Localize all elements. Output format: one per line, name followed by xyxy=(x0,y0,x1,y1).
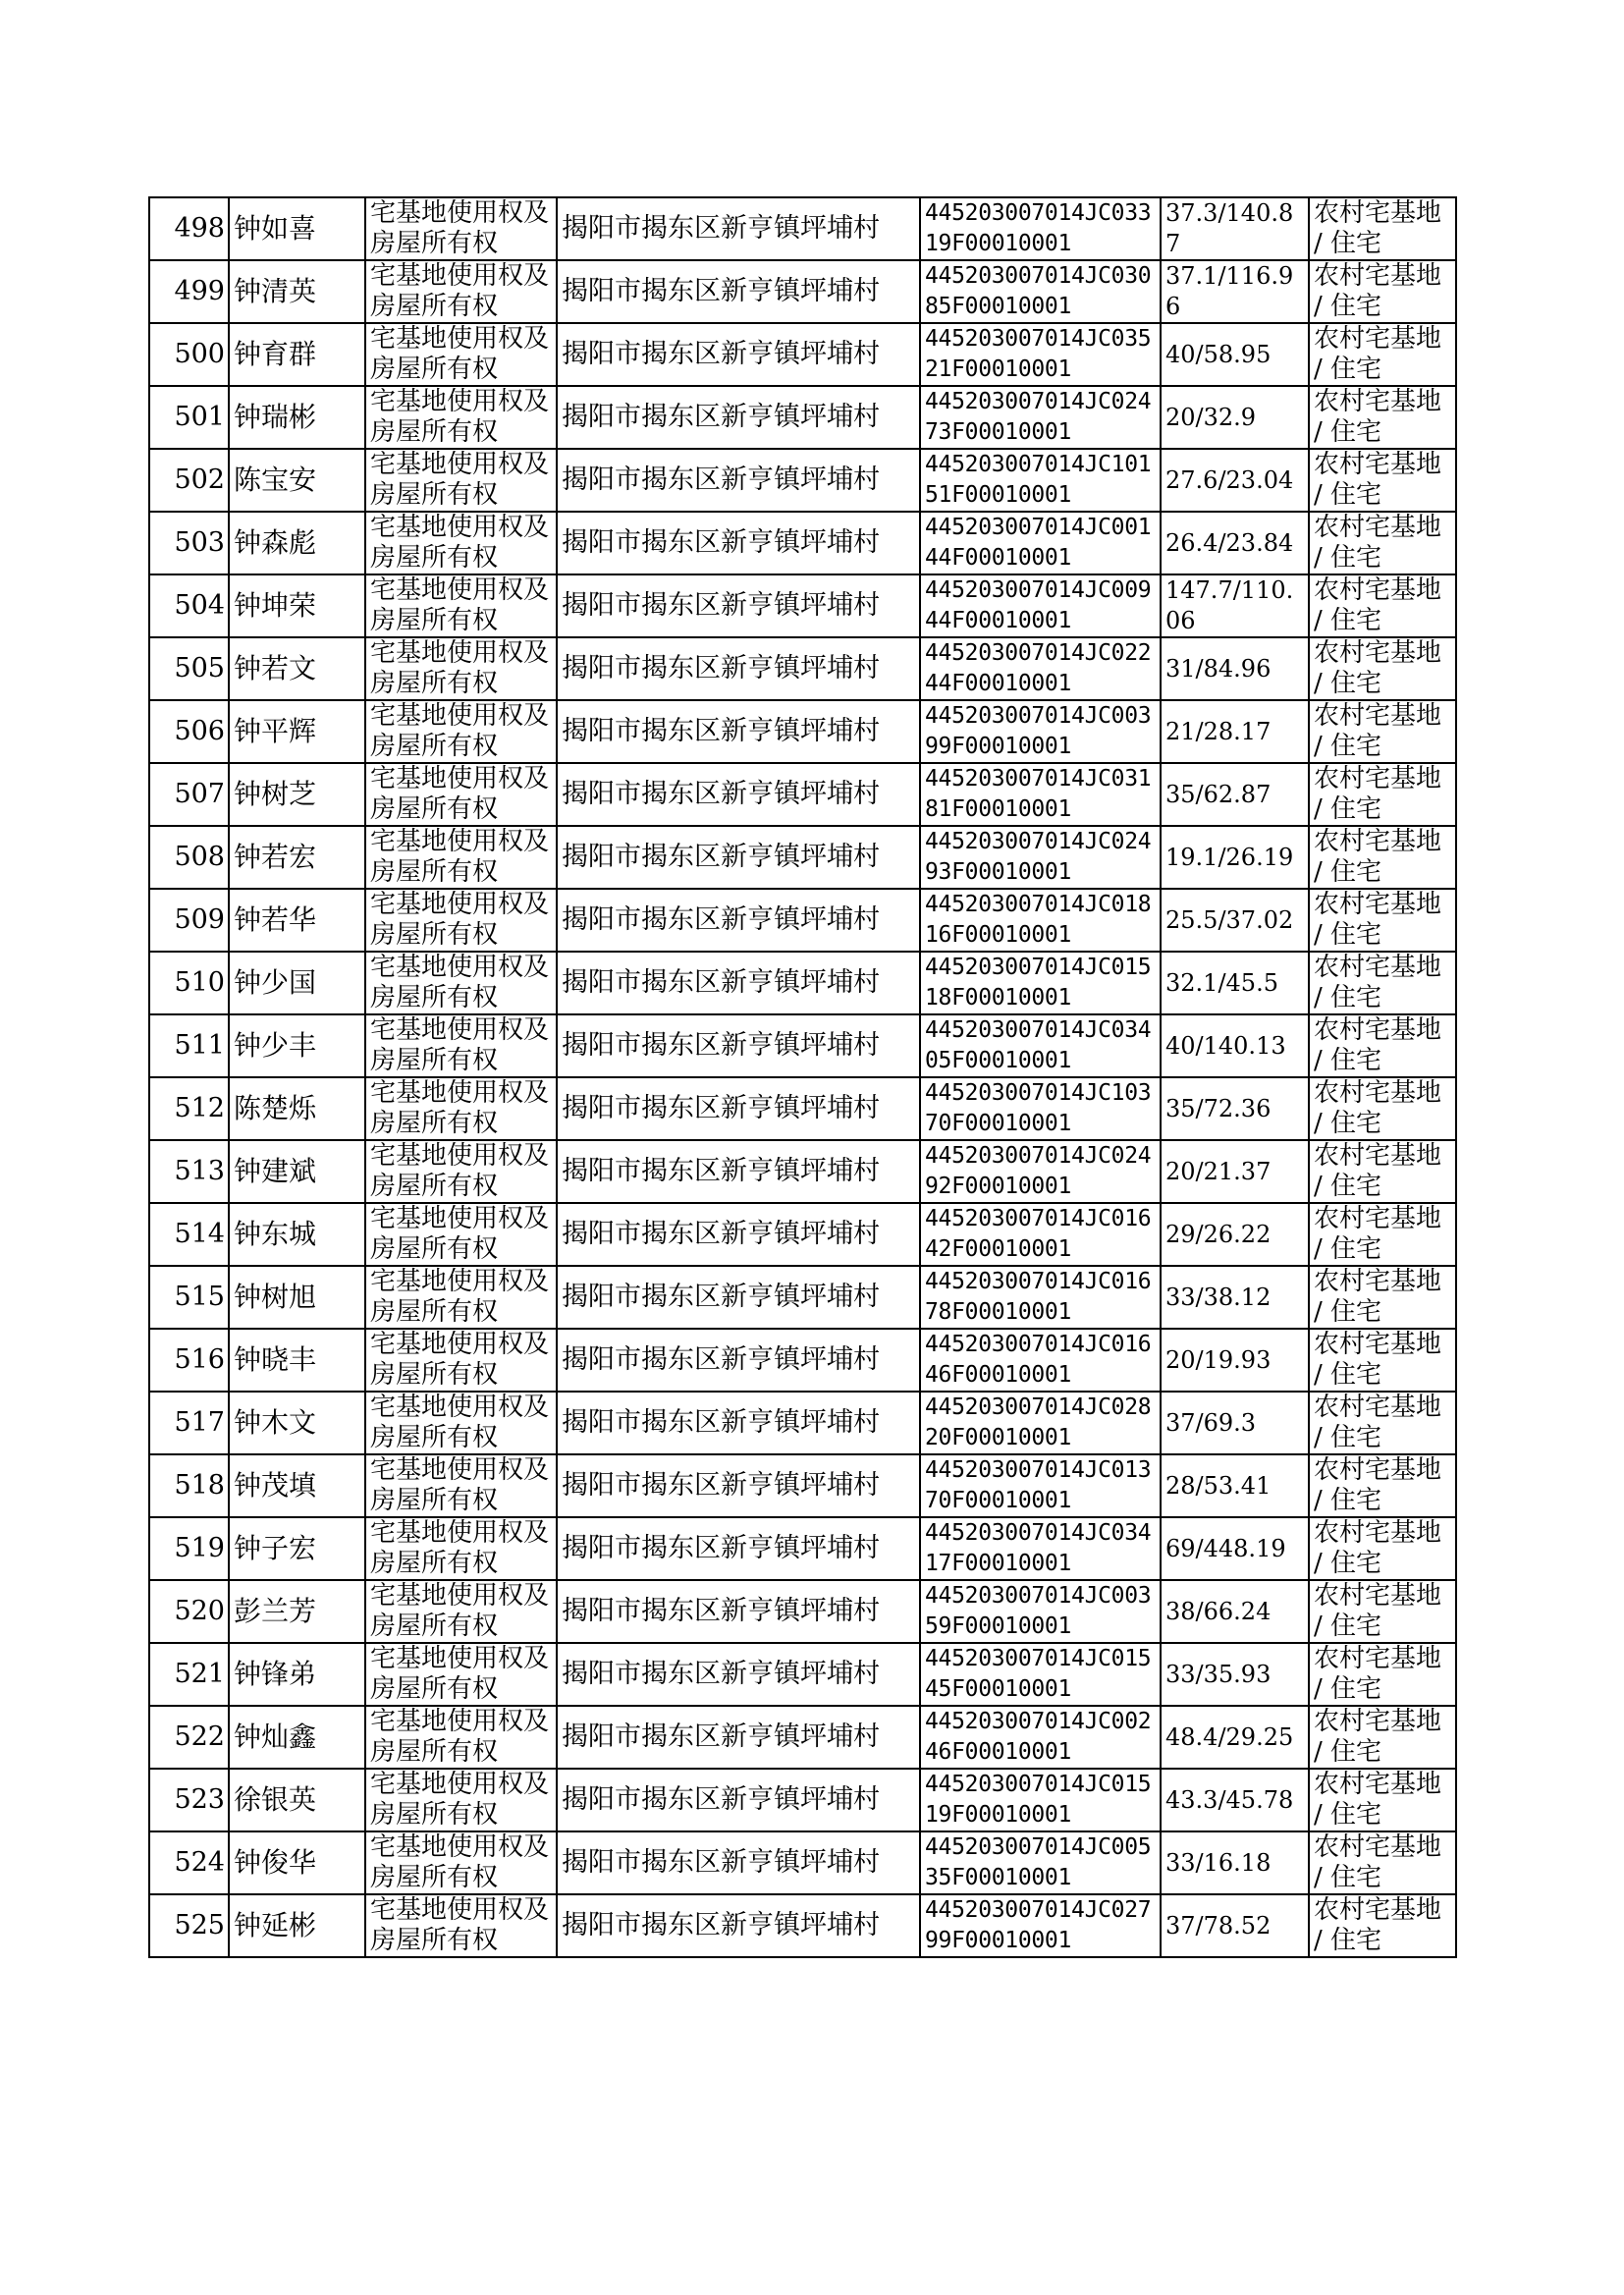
table-row xyxy=(149,574,1456,637)
location-cell: 揭阳市揭东区新亨镇坪埔村 xyxy=(557,197,920,260)
area-cell: 20/19.93 xyxy=(1161,1329,1309,1392)
location-cell: 揭阳市揭东区新亨镇坪埔村 xyxy=(557,700,920,763)
unit-code-cell: 445203007014JC10370F00010001 xyxy=(920,1077,1161,1140)
row-number-cell: 516 xyxy=(149,1329,229,1392)
owner-name-cell: 钟灿鑫 xyxy=(229,1706,365,1769)
land-use-cell: 农村宅基地 / 住宅 xyxy=(1309,1643,1456,1706)
area-cell: 28/53.41 xyxy=(1161,1454,1309,1517)
row-number-cell: 520 xyxy=(149,1580,229,1643)
table-row xyxy=(149,889,1456,952)
location-cell: 揭阳市揭东区新亨镇坪埔村 xyxy=(557,386,920,449)
owner-name-cell: 陈楚烁 xyxy=(229,1077,365,1140)
right-type-cell: 宅基地使用权及房屋所有权 xyxy=(365,952,557,1014)
area-cell: 29/26.22 xyxy=(1161,1203,1309,1266)
table-row xyxy=(149,952,1456,1014)
owner-name-cell: 陈宝安 xyxy=(229,449,365,512)
land-use-cell: 农村宅基地 / 住宅 xyxy=(1309,700,1456,763)
location-cell: 揭阳市揭东区新亨镇坪埔村 xyxy=(557,1014,920,1077)
owner-name-cell: 钟若华 xyxy=(229,889,365,952)
area-cell: 37.1/116.96 xyxy=(1161,260,1309,323)
location-cell: 揭阳市揭东区新亨镇坪埔村 xyxy=(557,1329,920,1392)
owner-name-cell: 钟少丰 xyxy=(229,1014,365,1077)
row-number-cell: 498 xyxy=(149,197,229,260)
unit-code-cell: 445203007014JC00535F00010001 xyxy=(920,1831,1161,1894)
table-row xyxy=(149,1831,1456,1894)
row-number-cell: 512 xyxy=(149,1077,229,1140)
unit-code-cell: 445203007014JC00399F00010001 xyxy=(920,700,1161,763)
row-number-cell: 525 xyxy=(149,1894,229,1957)
location-cell: 揭阳市揭东区新亨镇坪埔村 xyxy=(557,260,920,323)
right-type-cell: 宅基地使用权及房屋所有权 xyxy=(365,1769,557,1831)
right-type-cell: 宅基地使用权及房屋所有权 xyxy=(365,700,557,763)
right-type-cell: 宅基地使用权及房屋所有权 xyxy=(365,889,557,952)
owner-name-cell: 钟森彪 xyxy=(229,512,365,574)
row-number-cell: 518 xyxy=(149,1454,229,1517)
land-use-cell: 农村宅基地 / 住宅 xyxy=(1309,1392,1456,1454)
row-number-cell: 515 xyxy=(149,1266,229,1329)
unit-code-cell: 445203007014JC03319F00010001 xyxy=(920,197,1161,260)
owner-name-cell: 钟树芝 xyxy=(229,763,365,826)
table-row xyxy=(149,1769,1456,1831)
right-type-cell: 宅基地使用权及房屋所有权 xyxy=(365,1831,557,1894)
right-type-cell: 宅基地使用权及房屋所有权 xyxy=(365,197,557,260)
owner-name-cell: 钟若宏 xyxy=(229,826,365,889)
right-type-cell: 宅基地使用权及房屋所有权 xyxy=(365,1643,557,1706)
unit-code-cell: 445203007014JC01816F00010001 xyxy=(920,889,1161,952)
area-cell: 19.1/26.19 xyxy=(1161,826,1309,889)
row-number-cell: 506 xyxy=(149,700,229,763)
location-cell: 揭阳市揭东区新亨镇坪埔村 xyxy=(557,1643,920,1706)
row-number-cell: 500 xyxy=(149,323,229,386)
right-type-cell: 宅基地使用权及房屋所有权 xyxy=(365,1580,557,1643)
area-cell: 37/69.3 xyxy=(1161,1392,1309,1454)
land-use-cell: 农村宅基地 / 住宅 xyxy=(1309,197,1456,260)
table-row xyxy=(149,1203,1456,1266)
table-row xyxy=(149,700,1456,763)
unit-code-cell: 445203007014JC03417F00010001 xyxy=(920,1517,1161,1580)
area-cell: 33/16.18 xyxy=(1161,1831,1309,1894)
row-number-cell: 504 xyxy=(149,574,229,637)
unit-code-cell: 445203007014JC03521F00010001 xyxy=(920,323,1161,386)
table-row xyxy=(149,1894,1456,1957)
table-row xyxy=(149,1014,1456,1077)
land-use-cell: 农村宅基地 / 住宅 xyxy=(1309,763,1456,826)
unit-code-cell: 445203007014JC01646F00010001 xyxy=(920,1329,1161,1392)
row-number-cell: 524 xyxy=(149,1831,229,1894)
land-use-cell: 农村宅基地 / 住宅 xyxy=(1309,1140,1456,1203)
land-use-cell: 农村宅基地 / 住宅 xyxy=(1309,1894,1456,1957)
location-cell: 揭阳市揭东区新亨镇坪埔村 xyxy=(557,826,920,889)
row-number-cell: 522 xyxy=(149,1706,229,1769)
unit-code-cell: 445203007014JC00944F00010001 xyxy=(920,574,1161,637)
right-type-cell: 宅基地使用权及房屋所有权 xyxy=(365,1077,557,1140)
row-number-cell: 502 xyxy=(149,449,229,512)
location-cell: 揭阳市揭东区新亨镇坪埔村 xyxy=(557,1706,920,1769)
land-use-cell: 农村宅基地 / 住宅 xyxy=(1309,1329,1456,1392)
right-type-cell: 宅基地使用权及房屋所有权 xyxy=(365,1014,557,1077)
unit-code-cell: 445203007014JC10151F00010001 xyxy=(920,449,1161,512)
unit-code-cell: 445203007014JC01545F00010001 xyxy=(920,1643,1161,1706)
owner-name-cell: 钟木文 xyxy=(229,1392,365,1454)
right-type-cell: 宅基地使用权及房屋所有权 xyxy=(365,1706,557,1769)
land-use-cell: 农村宅基地 / 住宅 xyxy=(1309,323,1456,386)
right-type-cell: 宅基地使用权及房屋所有权 xyxy=(365,1454,557,1517)
table-row xyxy=(149,637,1456,700)
table-row xyxy=(149,323,1456,386)
location-cell: 揭阳市揭东区新亨镇坪埔村 xyxy=(557,1769,920,1831)
location-cell: 揭阳市揭东区新亨镇坪埔村 xyxy=(557,574,920,637)
area-cell: 43.3/45.78 xyxy=(1161,1769,1309,1831)
land-use-cell: 农村宅基地 / 住宅 xyxy=(1309,826,1456,889)
right-type-cell: 宅基地使用权及房屋所有权 xyxy=(365,260,557,323)
land-use-cell: 农村宅基地 / 住宅 xyxy=(1309,512,1456,574)
unit-code-cell: 445203007014JC01519F00010001 xyxy=(920,1769,1161,1831)
location-cell: 揭阳市揭东区新亨镇坪埔村 xyxy=(557,1517,920,1580)
right-type-cell: 宅基地使用权及房屋所有权 xyxy=(365,1266,557,1329)
land-use-cell: 农村宅基地 / 住宅 xyxy=(1309,1706,1456,1769)
location-cell: 揭阳市揭东区新亨镇坪埔村 xyxy=(557,1580,920,1643)
unit-code-cell: 445203007014JC02492F00010001 xyxy=(920,1140,1161,1203)
table-row xyxy=(149,1077,1456,1140)
right-type-cell: 宅基地使用权及房屋所有权 xyxy=(365,1392,557,1454)
location-cell: 揭阳市揭东区新亨镇坪埔村 xyxy=(557,1140,920,1203)
owner-name-cell: 钟若文 xyxy=(229,637,365,700)
owner-name-cell: 钟如喜 xyxy=(229,197,365,260)
location-cell: 揭阳市揭东区新亨镇坪埔村 xyxy=(557,1894,920,1957)
land-use-cell: 农村宅基地 / 住宅 xyxy=(1309,889,1456,952)
area-cell: 35/72.36 xyxy=(1161,1077,1309,1140)
right-type-cell: 宅基地使用权及房屋所有权 xyxy=(365,323,557,386)
row-number-cell: 507 xyxy=(149,763,229,826)
land-use-cell: 农村宅基地 / 住宅 xyxy=(1309,1517,1456,1580)
table-row xyxy=(149,763,1456,826)
right-type-cell: 宅基地使用权及房屋所有权 xyxy=(365,1140,557,1203)
area-cell: 38/66.24 xyxy=(1161,1580,1309,1643)
row-number-cell: 513 xyxy=(149,1140,229,1203)
owner-name-cell: 钟建斌 xyxy=(229,1140,365,1203)
table-row xyxy=(149,1454,1456,1517)
land-use-cell: 农村宅基地 / 住宅 xyxy=(1309,449,1456,512)
table-row xyxy=(149,512,1456,574)
area-cell: 25.5/37.02 xyxy=(1161,889,1309,952)
area-cell: 37.3/140.87 xyxy=(1161,197,1309,260)
right-type-cell: 宅基地使用权及房屋所有权 xyxy=(365,512,557,574)
row-number-cell: 519 xyxy=(149,1517,229,1580)
location-cell: 揭阳市揭东区新亨镇坪埔村 xyxy=(557,323,920,386)
owner-name-cell: 徐银英 xyxy=(229,1769,365,1831)
table-row xyxy=(149,449,1456,512)
unit-code-cell: 445203007014JC03405F00010001 xyxy=(920,1014,1161,1077)
owner-name-cell: 钟茂填 xyxy=(229,1454,365,1517)
right-type-cell: 宅基地使用权及房屋所有权 xyxy=(365,1203,557,1266)
unit-code-cell: 445203007014JC02473F00010001 xyxy=(920,386,1161,449)
land-use-cell: 农村宅基地 / 住宅 xyxy=(1309,574,1456,637)
land-use-cell: 农村宅基地 / 住宅 xyxy=(1309,1266,1456,1329)
table-row xyxy=(149,1266,1456,1329)
land-use-cell: 农村宅基地 / 住宅 xyxy=(1309,386,1456,449)
location-cell: 揭阳市揭东区新亨镇坪埔村 xyxy=(557,1203,920,1266)
right-type-cell: 宅基地使用权及房屋所有权 xyxy=(365,1894,557,1957)
right-type-cell: 宅基地使用权及房屋所有权 xyxy=(365,637,557,700)
unit-code-cell: 445203007014JC03085F00010001 xyxy=(920,260,1161,323)
location-cell: 揭阳市揭东区新亨镇坪埔村 xyxy=(557,1454,920,1517)
table-row xyxy=(149,1517,1456,1580)
row-number-cell: 517 xyxy=(149,1392,229,1454)
area-cell: 20/21.37 xyxy=(1161,1140,1309,1203)
area-cell: 48.4/29.25 xyxy=(1161,1706,1309,1769)
row-number-cell: 523 xyxy=(149,1769,229,1831)
registry-table xyxy=(148,196,1457,1958)
row-number-cell: 511 xyxy=(149,1014,229,1077)
row-number-cell: 509 xyxy=(149,889,229,952)
row-number-cell: 499 xyxy=(149,260,229,323)
land-use-cell: 农村宅基地 / 住宅 xyxy=(1309,952,1456,1014)
location-cell: 揭阳市揭东区新亨镇坪埔村 xyxy=(557,1831,920,1894)
owner-name-cell: 钟清英 xyxy=(229,260,365,323)
area-cell: 20/32.9 xyxy=(1161,386,1309,449)
area-cell: 37/78.52 xyxy=(1161,1894,1309,1957)
location-cell: 揭阳市揭东区新亨镇坪埔村 xyxy=(557,637,920,700)
area-cell: 31/84.96 xyxy=(1161,637,1309,700)
table-row xyxy=(149,386,1456,449)
owner-name-cell: 钟锋弟 xyxy=(229,1643,365,1706)
owner-name-cell: 钟俊华 xyxy=(229,1831,365,1894)
unit-code-cell: 445203007014JC02493F00010001 xyxy=(920,826,1161,889)
land-use-cell: 农村宅基地 / 住宅 xyxy=(1309,1454,1456,1517)
location-cell: 揭阳市揭东区新亨镇坪埔村 xyxy=(557,449,920,512)
unit-code-cell: 445203007014JC01642F00010001 xyxy=(920,1203,1161,1266)
area-cell: 26.4/23.84 xyxy=(1161,512,1309,574)
row-number-cell: 508 xyxy=(149,826,229,889)
unit-code-cell: 445203007014JC00359F00010001 xyxy=(920,1580,1161,1643)
area-cell: 27.6/23.04 xyxy=(1161,449,1309,512)
right-type-cell: 宅基地使用权及房屋所有权 xyxy=(365,763,557,826)
row-number-cell: 510 xyxy=(149,952,229,1014)
right-type-cell: 宅基地使用权及房屋所有权 xyxy=(365,1329,557,1392)
owner-name-cell: 钟晓丰 xyxy=(229,1329,365,1392)
land-use-cell: 农村宅基地 / 住宅 xyxy=(1309,637,1456,700)
table-row xyxy=(149,1580,1456,1643)
land-use-cell: 农村宅基地 / 住宅 xyxy=(1309,1203,1456,1266)
row-number-cell: 505 xyxy=(149,637,229,700)
right-type-cell: 宅基地使用权及房屋所有权 xyxy=(365,1517,557,1580)
area-cell: 147.7/110.06 xyxy=(1161,574,1309,637)
area-cell: 69/448.19 xyxy=(1161,1517,1309,1580)
land-use-cell: 农村宅基地 / 住宅 xyxy=(1309,260,1456,323)
location-cell: 揭阳市揭东区新亨镇坪埔村 xyxy=(557,889,920,952)
land-use-cell: 农村宅基地 / 住宅 xyxy=(1309,1769,1456,1831)
registry-table-body xyxy=(149,197,1456,1957)
owner-name-cell: 钟瑞彬 xyxy=(229,386,365,449)
unit-code-cell: 445203007014JC00246F00010001 xyxy=(920,1706,1161,1769)
owner-name-cell: 钟东城 xyxy=(229,1203,365,1266)
table-row xyxy=(149,1329,1456,1392)
land-use-cell: 农村宅基地 / 住宅 xyxy=(1309,1014,1456,1077)
owner-name-cell: 钟子宏 xyxy=(229,1517,365,1580)
row-number-cell: 501 xyxy=(149,386,229,449)
area-cell: 40/58.95 xyxy=(1161,323,1309,386)
unit-code-cell: 445203007014JC01370F00010001 xyxy=(920,1454,1161,1517)
area-cell: 33/38.12 xyxy=(1161,1266,1309,1329)
row-number-cell: 514 xyxy=(149,1203,229,1266)
row-number-cell: 503 xyxy=(149,512,229,574)
area-cell: 21/28.17 xyxy=(1161,700,1309,763)
owner-name-cell: 钟坤荣 xyxy=(229,574,365,637)
unit-code-cell: 445203007014JC01518F00010001 xyxy=(920,952,1161,1014)
land-use-cell: 农村宅基地 / 住宅 xyxy=(1309,1831,1456,1894)
location-cell: 揭阳市揭东区新亨镇坪埔村 xyxy=(557,763,920,826)
table-row xyxy=(149,197,1456,260)
land-use-cell: 农村宅基地 / 住宅 xyxy=(1309,1077,1456,1140)
land-use-cell: 农村宅基地 / 住宅 xyxy=(1309,1580,1456,1643)
right-type-cell: 宅基地使用权及房屋所有权 xyxy=(365,574,557,637)
unit-code-cell: 445203007014JC00144F00010001 xyxy=(920,512,1161,574)
location-cell: 揭阳市揭东区新亨镇坪埔村 xyxy=(557,512,920,574)
right-type-cell: 宅基地使用权及房屋所有权 xyxy=(365,826,557,889)
right-type-cell: 宅基地使用权及房屋所有权 xyxy=(365,449,557,512)
area-cell: 33/35.93 xyxy=(1161,1643,1309,1706)
owner-name-cell: 彭兰芳 xyxy=(229,1580,365,1643)
unit-code-cell: 445203007014JC02820F00010001 xyxy=(920,1392,1161,1454)
owner-name-cell: 钟少国 xyxy=(229,952,365,1014)
unit-code-cell: 445203007014JC03181F00010001 xyxy=(920,763,1161,826)
location-cell: 揭阳市揭东区新亨镇坪埔村 xyxy=(557,1266,920,1329)
area-cell: 35/62.87 xyxy=(1161,763,1309,826)
table-row xyxy=(149,826,1456,889)
owner-name-cell: 钟延彬 xyxy=(229,1894,365,1957)
table-row xyxy=(149,1140,1456,1203)
unit-code-cell: 445203007014JC02244F00010001 xyxy=(920,637,1161,700)
owner-name-cell: 钟育群 xyxy=(229,323,365,386)
row-number-cell: 521 xyxy=(149,1643,229,1706)
owner-name-cell: 钟平辉 xyxy=(229,700,365,763)
table-row xyxy=(149,1706,1456,1769)
unit-code-cell: 445203007014JC02799F00010001 xyxy=(920,1894,1161,1957)
location-cell: 揭阳市揭东区新亨镇坪埔村 xyxy=(557,952,920,1014)
owner-name-cell: 钟树旭 xyxy=(229,1266,365,1329)
table-row xyxy=(149,1643,1456,1706)
location-cell: 揭阳市揭东区新亨镇坪埔村 xyxy=(557,1392,920,1454)
unit-code-cell: 445203007014JC01678F00010001 xyxy=(920,1266,1161,1329)
table-row xyxy=(149,1392,1456,1454)
area-cell: 32.1/45.5 xyxy=(1161,952,1309,1014)
right-type-cell: 宅基地使用权及房屋所有权 xyxy=(365,386,557,449)
location-cell: 揭阳市揭东区新亨镇坪埔村 xyxy=(557,1077,920,1140)
table-row xyxy=(149,260,1456,323)
area-cell: 40/140.13 xyxy=(1161,1014,1309,1077)
